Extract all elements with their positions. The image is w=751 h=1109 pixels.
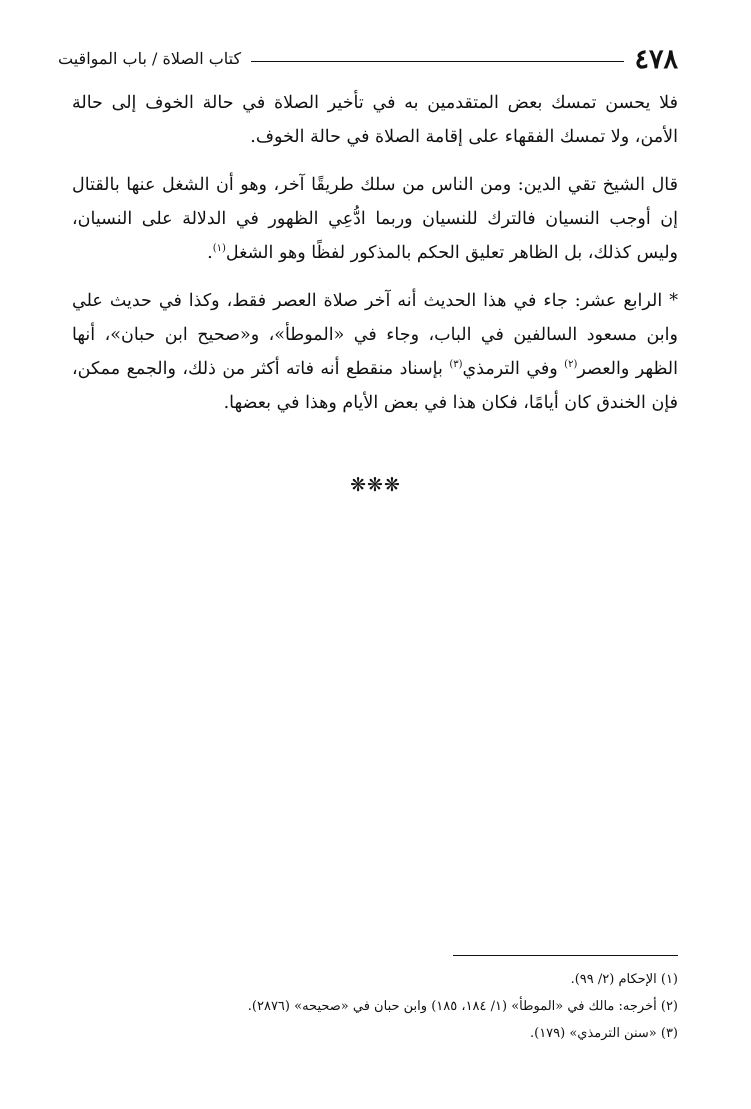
paragraph-3 — [72, 284, 678, 420]
paragraph-gap — [72, 270, 678, 284]
paragraph-2-text: قال الشيخ تقي الدين: ومن الناس من سلك طريقًا آخر، وهو أن الشغل عنها بالقتال إن أوجب النسيان فالترك للنسيان وربما ادُّعِي الظهور في الدلالة على النسيان، وليس كذلك، بل الظاهر تعليق الحكم بالمذكور لفظًا وهو الشغل — [72, 175, 678, 263]
footnote-2: (٢) أخرجه: مالك في «الموطأ» (١/ ١٨٤، ١٨٥) وابن حبان في «صحيحه» (٢٨٧٦). — [247, 999, 678, 1014]
paragraph-2 — [72, 168, 678, 270]
paragraph-2-end: . — [207, 243, 213, 263]
footnote-ref-3[interactable]: (٣) — [449, 359, 463, 371]
footnote-ref-2[interactable]: (٢) — [564, 359, 578, 371]
paragraph-3-text-b: وفي الترمذي — [462, 359, 565, 379]
running-title: كتاب الصلاة / باب المواقيت — [58, 49, 242, 68]
footnote-3: (٣) «سنن الترمذي» (١٧٩). — [529, 1026, 678, 1041]
paragraph-1: فلا يحسن تمسك بعض المتقدمين به في تأخير الصلاة في حالة الخوف إلى حالة الأمن، ولا تمسك الفقهاء على إقامة الصلاة في حالة الخوف. — [72, 93, 678, 147]
footnote-separator — [453, 955, 678, 956]
footnote-ref-1[interactable]: (١) — [212, 243, 226, 255]
footnote-1: (١) الإحكام (٢/ ٩٩). — [570, 972, 678, 987]
page-number: ٤٧٨ — [634, 43, 678, 75]
main-text — [72, 86, 678, 420]
header-rule — [251, 61, 624, 62]
section-divider-ornament: ❋❋❋ — [350, 474, 401, 496]
paragraph-3-text-a: * الرابع عشر: جاء في هذا الحديث أنه آخر صلاة العصر فقط، وكذا في حديث علي وابن مسعود السالفين في الباب، وجاء في «الموطأ»، و«صحيح ابن حبان»، أنها الظهر والعصر — [72, 291, 678, 379]
footnotes — [80, 966, 678, 1047]
paragraph-3-text-c: بإسناد منقطع أنه فاته أكثر من ذلك، والجمع ممكن، فإن الخندق كان أيامًا، فكان هذا في بعض الأيام وهذا في بعضها. — [72, 359, 678, 413]
paragraph-gap — [72, 154, 678, 168]
running-header — [58, 36, 678, 82]
